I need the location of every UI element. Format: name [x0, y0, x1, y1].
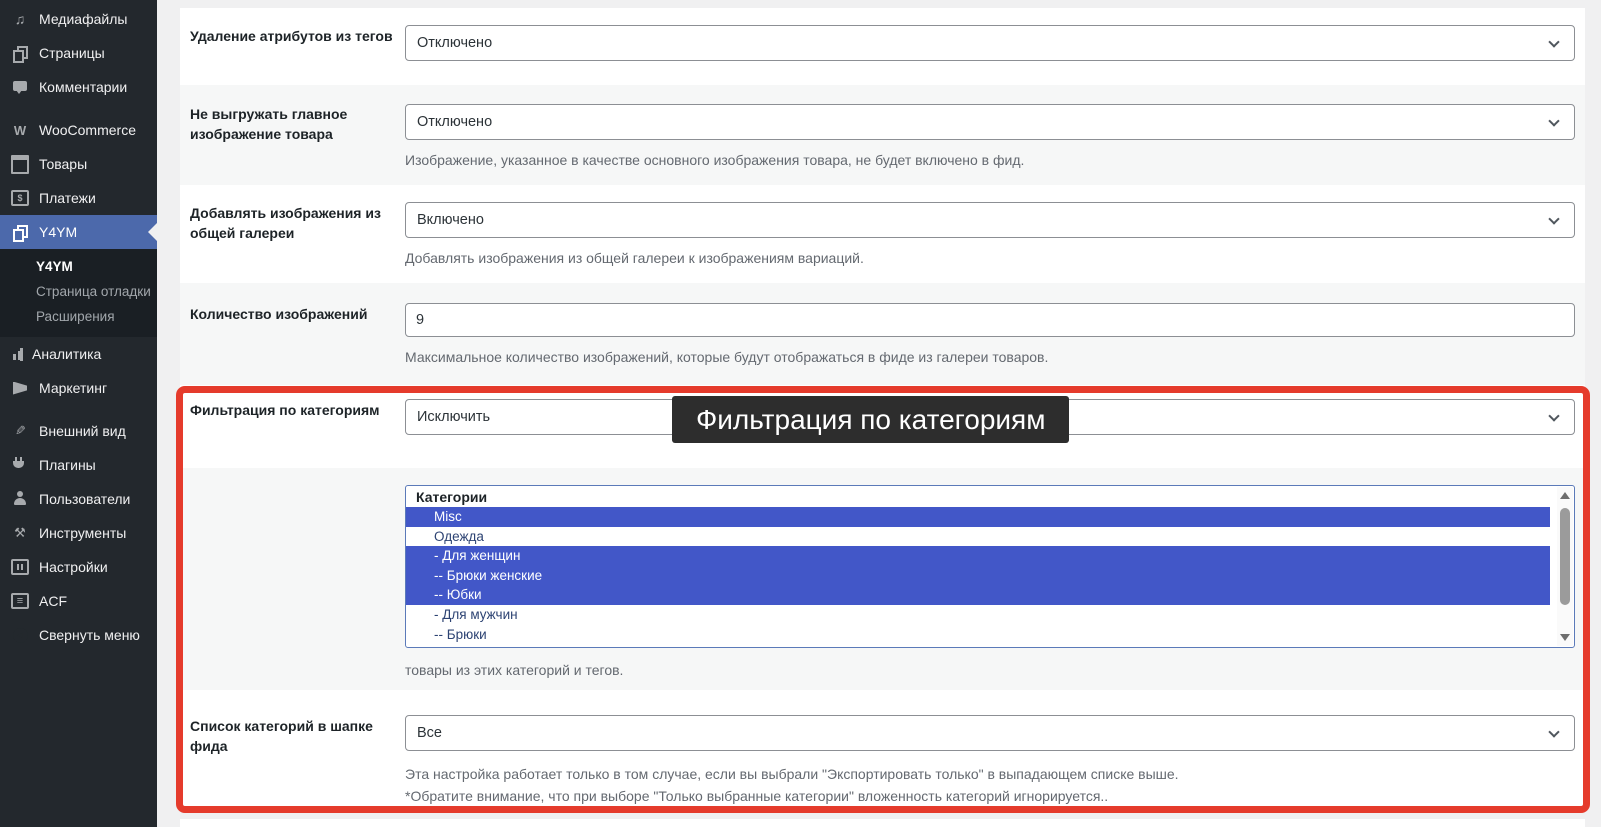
tools-icon — [10, 525, 30, 541]
submenu-item[interactable]: Расширения — [36, 309, 115, 324]
setting-label: Не выгружать главное изображение товара — [190, 106, 348, 143]
sidebar-item-media[interactable] — [0, 2, 157, 36]
listbox-option[interactable]: -- Брюки — [434, 626, 487, 642]
select-value: Отключено — [417, 114, 493, 130]
setting-row-image-count — [180, 283, 1585, 385]
setting-description: Эта настройка работает только в том случае, если вы выбрали "Экспортировать только" в выпадающем списке выше. — [405, 766, 1179, 782]
menu-separator — [0, 405, 157, 414]
sidebar-item-label: Маркетинг — [39, 380, 108, 396]
pages-icon — [10, 45, 30, 61]
setting-label: Фильтрация по категориям — [190, 402, 380, 418]
scrollbar-thumb[interactable] — [1560, 508, 1570, 605]
setting-label: Список категорий в шапке фида — [190, 718, 373, 755]
sidebar-item-marketing[interactable] — [0, 371, 157, 405]
sidebar-item-payments[interactable] — [0, 181, 157, 215]
products-icon — [10, 156, 30, 172]
header-categories-select[interactable] — [405, 715, 1575, 751]
listbox-option[interactable]: - Для мужчин — [434, 606, 518, 622]
setting-label: Удаление атрибутов из тегов — [190, 28, 393, 44]
select-value: Все — [417, 725, 442, 741]
categories-listbox[interactable] — [405, 485, 1575, 648]
sidebar-item-collapse[interactable] — [0, 618, 157, 652]
select-value: Включено — [417, 212, 484, 228]
attr-removal-select[interactable] — [405, 25, 1575, 61]
sidebar-item-label: Платежи — [39, 190, 96, 206]
sidebar-item-label: Свернуть меню — [39, 627, 140, 643]
sidebar-item-label: Аналитика — [32, 346, 102, 362]
listbox-option[interactable]: - Для женщин — [406, 546, 1550, 566]
select-value: Исключить — [417, 409, 491, 425]
analytics-icon — [10, 348, 23, 361]
listbox-option[interactable]: Misc — [406, 507, 1550, 527]
sidebar-item-label: Комментарии — [39, 79, 128, 95]
sidebar-item-plugins[interactable] — [0, 448, 157, 482]
next-row-edge — [180, 819, 1585, 827]
setting-row-attr-removal — [180, 8, 1585, 85]
select-value: Отключено — [417, 35, 493, 51]
sidebar-menu — [0, 0, 157, 652]
listbox-scrollbar[interactable] — [1557, 487, 1573, 646]
payments-icon — [10, 190, 30, 206]
section-tooltip: Фильтрация по категориям — [672, 396, 1069, 443]
media-icon — [10, 11, 30, 27]
setting-description: товары из этих категорий и тегов. — [405, 662, 624, 678]
appearance-icon — [10, 423, 30, 439]
sidebar-item-label: Y4YM — [39, 224, 78, 240]
setting-description: Изображение, указанное в качестве основного изображения товара, не будет включено в фид. — [405, 152, 1025, 168]
sidebar-item-appearance[interactable] — [0, 414, 157, 448]
sidebar-item-label: Товары — [39, 156, 88, 172]
sidebar-item-label: Страницы — [39, 45, 105, 61]
submenu-item[interactable]: Y4YM — [36, 259, 73, 274]
chevron-down-icon — [1548, 726, 1559, 737]
setting-description: Добавлять изображения из общей галереи к изображениям вариаций. — [405, 250, 864, 266]
sidebar-item-woocommerce[interactable] — [0, 113, 157, 147]
chevron-down-icon — [1548, 213, 1559, 224]
comments-icon — [10, 79, 30, 95]
listbox-group-label: Категории — [416, 489, 488, 505]
sidebar-item-settings[interactable] — [0, 550, 157, 584]
setting-row-gallery-images — [180, 185, 1585, 283]
setting-label: Добавлять изображения из общей галереи — [190, 205, 381, 242]
acf-icon — [10, 593, 30, 609]
woocommerce-icon — [10, 122, 30, 138]
setting-row-category-list — [180, 468, 1585, 690]
gallery-images-select[interactable] — [405, 202, 1575, 238]
marketing-icon — [10, 380, 30, 396]
image-count-input[interactable] — [405, 303, 1575, 337]
users-icon — [10, 491, 30, 507]
collapse-menu-icon — [10, 627, 30, 643]
admin-sidebar — [0, 0, 157, 827]
sidebar-item-analytics[interactable] — [0, 337, 157, 371]
listbox-options — [406, 507, 1550, 644]
chevron-down-icon — [1548, 115, 1559, 126]
setting-row-main-image — [180, 85, 1585, 185]
listbox-option[interactable]: Одежда — [434, 528, 484, 544]
listbox-option[interactable]: -- Брюки женские — [406, 566, 1550, 586]
sidebar-item-label: Пользователи — [39, 491, 131, 507]
y4ym-submenu — [0, 249, 157, 337]
sidebar-item-y4ym[interactable] — [0, 215, 157, 249]
setting-row-header-categories — [180, 690, 1585, 811]
y4ym-icon — [10, 224, 30, 240]
sidebar-item-pages[interactable] — [0, 36, 157, 70]
sidebar-item-label: WooCommerce — [39, 122, 136, 138]
chevron-down-icon — [1548, 36, 1559, 47]
chevron-down-icon — [1548, 410, 1559, 421]
sidebar-item-label: Инструменты — [39, 525, 127, 541]
sidebar-item-label: Медиафайлы — [39, 11, 128, 27]
sidebar-item-acf[interactable] — [0, 584, 157, 618]
sidebar-item-comments[interactable] — [0, 70, 157, 104]
submenu-item[interactable]: Страница отладки — [36, 284, 151, 299]
sidebar-item-users[interactable] — [0, 482, 157, 516]
sidebar-item-tools[interactable] — [0, 516, 157, 550]
scroll-down-icon[interactable] — [1560, 634, 1570, 641]
listbox-option[interactable]: -- Юбки — [406, 585, 1550, 605]
setting-description: *Обратите внимание, что при выборе "Только выбранные категории" вложенность категорий игнорируется.. — [405, 788, 1109, 804]
setting-label: Количество изображений — [190, 306, 368, 322]
scroll-up-icon[interactable] — [1560, 492, 1570, 499]
sidebar-item-label: Настройки — [39, 559, 108, 575]
sidebar-item-label: ACF — [39, 593, 67, 609]
settings-icon — [10, 559, 30, 575]
sidebar-item-products[interactable] — [0, 147, 157, 181]
menu-separator — [0, 104, 157, 113]
sidebar-item-label: Плагины — [39, 457, 96, 473]
sidebar-item-label: Внешний вид — [39, 423, 126, 439]
main-image-select[interactable] — [405, 104, 1575, 140]
plugins-icon — [10, 457, 30, 473]
setting-description: Максимальное количество изображений, которые будут отображаться в фиде из галереи товаров. — [405, 349, 1049, 365]
